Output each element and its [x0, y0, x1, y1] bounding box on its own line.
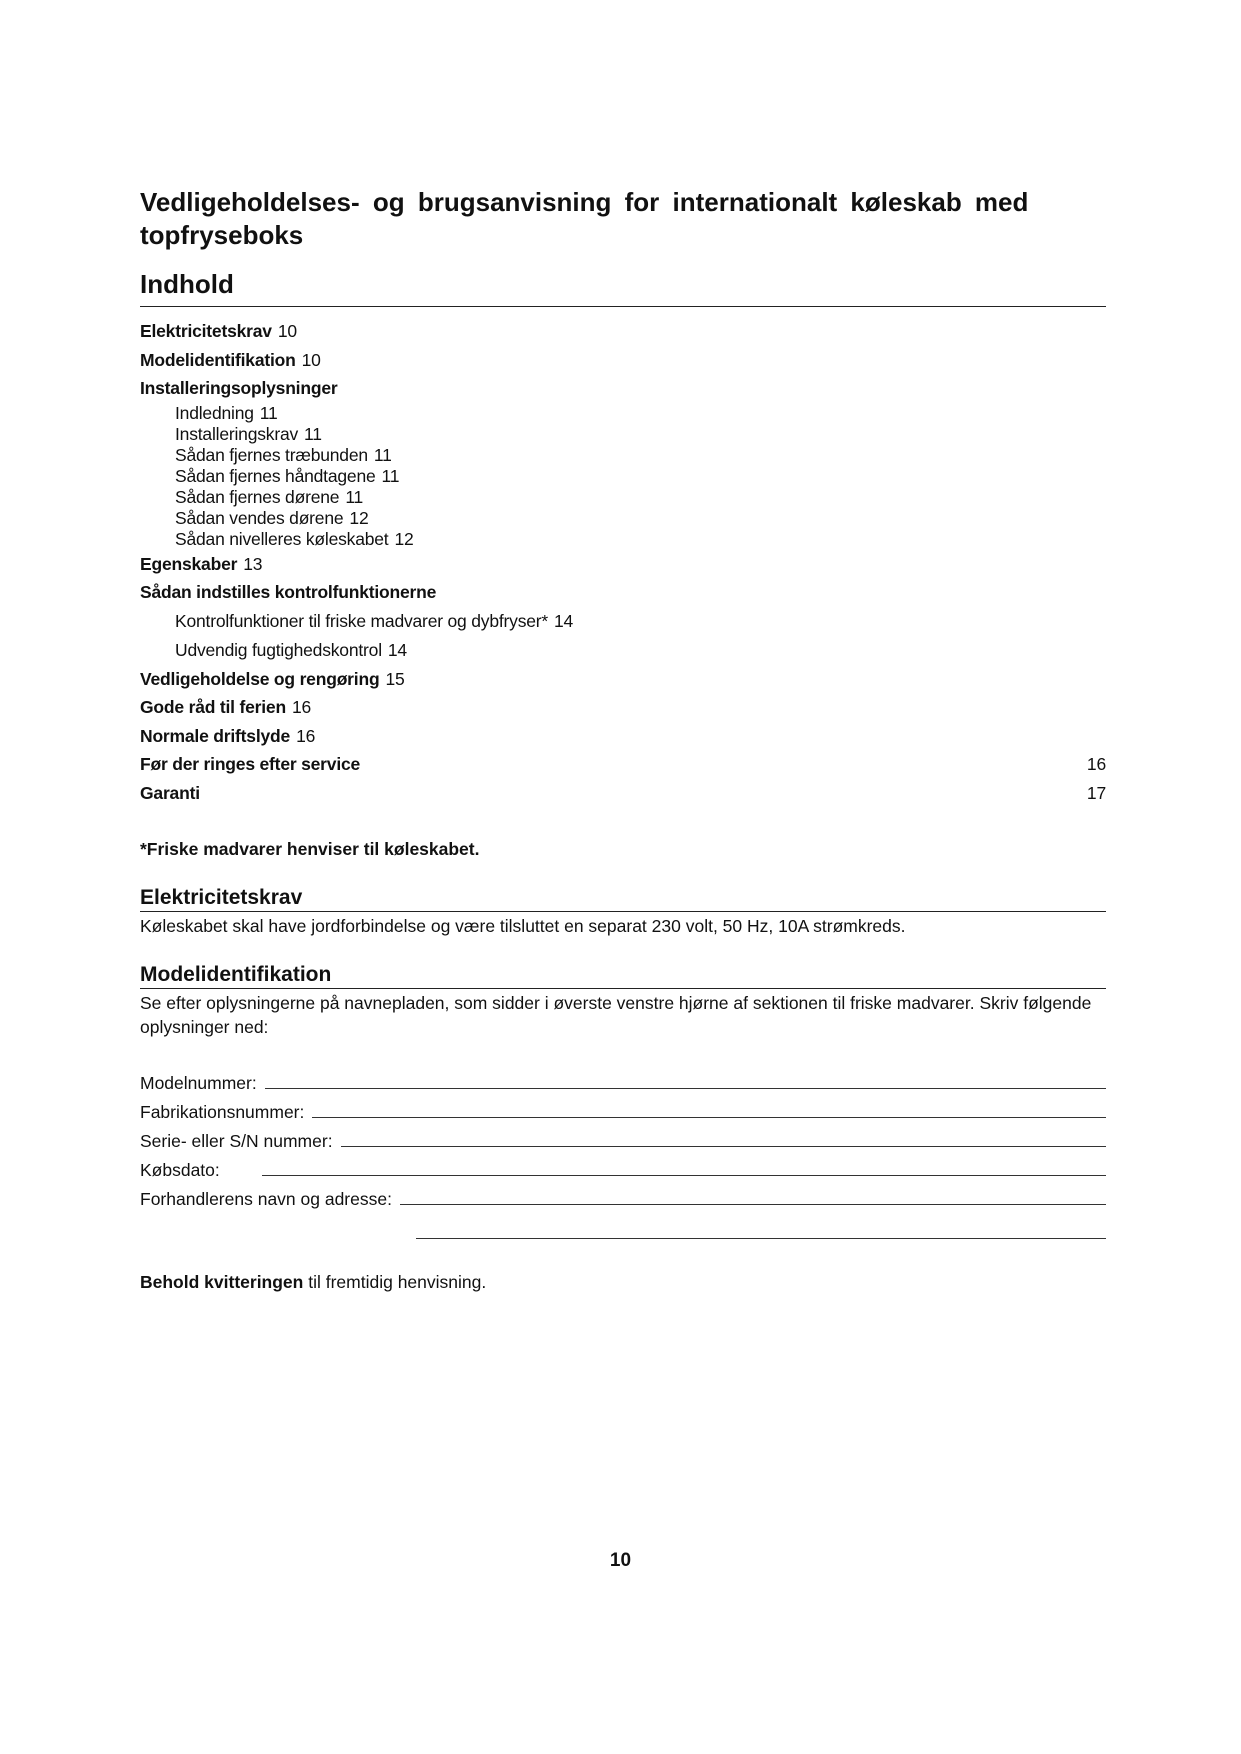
- receipt-note-rest: til fremtidig henvisning.: [308, 1272, 487, 1292]
- toc-subentry[interactable]: [140, 445, 1106, 466]
- form-row-modelnummer: [140, 1065, 1106, 1094]
- form-label: Serie- eller S/N nummer:: [140, 1131, 333, 1151]
- toc-label: Gode råd til ferien: [140, 697, 286, 717]
- toc-label: Vedligeholdelse og rengøring: [140, 668, 380, 689]
- toc-subentry[interactable]: [140, 607, 1106, 636]
- table-of-contents: [140, 317, 1106, 807]
- form-row-serienummer: [140, 1123, 1106, 1152]
- toc-page: 10: [301, 349, 321, 370]
- toc-entry-installeringsoplysninger[interactable]: [140, 374, 1106, 403]
- toc-page: 11: [381, 465, 400, 486]
- toc-label: Normale driftslyde: [140, 725, 291, 746]
- toc-entry-service[interactable]: [140, 750, 1106, 779]
- toc-label: Før der ringes efter service: [140, 754, 361, 774]
- toc-sub-label: Sådan fjernes håndtagene: [175, 465, 376, 486]
- toc-page: 12: [394, 528, 414, 549]
- serienummer-field[interactable]: [341, 1146, 1106, 1147]
- toc-label: Installeringsoplysninger: [140, 378, 338, 398]
- toc-entry-vedligeholdelse[interactable]: [140, 665, 1106, 694]
- section-text-elektricitetskrav: Køleskabet skal have jordforbindelse og være tilsluttet en separat 230 volt, 50 Hz, 10A strømkreds.: [140, 916, 906, 936]
- toc-label: Garanti: [140, 782, 200, 803]
- toc-sub-label: Installeringskrav: [175, 423, 299, 444]
- form-row-fabrikationsnummer: [140, 1094, 1106, 1123]
- toc-subentry[interactable]: [140, 403, 1106, 424]
- forhandler-field[interactable]: [400, 1204, 1106, 1205]
- toc-sub-label: Sådan vendes dørene: [175, 507, 344, 528]
- toc-sub-label: Indledning: [175, 402, 254, 423]
- toc-label: Elektricitetskrav: [140, 321, 272, 341]
- toc-page: 11: [304, 423, 322, 444]
- toc-sub-label: Sådan nivelleres køleskabet: [175, 528, 389, 549]
- toc-entry-egenskaber[interactable]: [140, 550, 1106, 579]
- model-info-form: [140, 1065, 1106, 1244]
- toc-entry-kontrolfunktioner[interactable]: [140, 578, 1106, 607]
- section-heading-elektricitetskrav: Elektricitetskrav: [140, 885, 1106, 912]
- toc-subentry[interactable]: [140, 636, 1106, 665]
- toc-sub-label: Sådan fjernes dørene: [175, 486, 340, 507]
- form-label: Købsdato:: [140, 1160, 220, 1180]
- toc-label: Modelidentifikation: [140, 349, 296, 370]
- receipt-note: [140, 1270, 1106, 1294]
- toc-entry-modelidentifikation[interactable]: [140, 346, 1106, 375]
- fabrikationsnummer-field[interactable]: [312, 1117, 1106, 1118]
- section-heading-modelidentifikation: Modelidentifikation: [140, 962, 1106, 989]
- toc-entry-elektricitetskrav[interactable]: [140, 317, 1106, 346]
- toc-label: Sådan indstilles kontrolfunktionerne: [140, 582, 437, 602]
- toc-page: 15: [385, 668, 405, 689]
- toc-page: 11: [259, 402, 278, 423]
- toc-entry-ferien[interactable]: [140, 693, 1106, 722]
- toc-label: Egenskaber: [140, 553, 238, 574]
- toc-page: 16: [1086, 754, 1106, 774]
- modelnummer-field[interactable]: [265, 1088, 1106, 1089]
- forhandler-field-line2[interactable]: [416, 1238, 1106, 1239]
- toc-entry-driftslyde[interactable]: [140, 722, 1106, 751]
- document-title: Vedligeholdelses- og brugsanvisning for internationalt køleskab med topfryseboks: [140, 187, 1029, 250]
- toc-subentry[interactable]: [140, 466, 1106, 487]
- koebsdato-field[interactable]: [262, 1175, 1106, 1176]
- toc-subentry[interactable]: [140, 487, 1106, 508]
- footnote: *Friske madvarer henviser til køleskabet.: [140, 839, 480, 859]
- toc-page: 11: [373, 444, 392, 465]
- page-number: 10: [609, 1550, 632, 1571]
- toc-subentry[interactable]: [140, 529, 1106, 550]
- form-row-koebsdato: [140, 1152, 1106, 1181]
- toc-page: 14: [387, 639, 407, 660]
- toc-page: 12: [349, 507, 369, 528]
- toc-entry-garanti[interactable]: [140, 779, 1106, 808]
- toc-page: 10: [277, 321, 297, 341]
- toc-page: 16: [291, 697, 312, 717]
- form-label: Forhandlerens navn og adresse:: [140, 1189, 392, 1209]
- toc-subentry[interactable]: [140, 508, 1106, 529]
- toc-page: 17: [1086, 782, 1106, 803]
- toc-page: 11: [345, 486, 364, 507]
- toc-sub-label: Udvendig fugtighedskontrol: [175, 639, 382, 660]
- toc-page: 16: [296, 725, 316, 746]
- form-label: Modelnummer:: [140, 1073, 257, 1093]
- form-label: Fabrikationsnummer:: [140, 1102, 305, 1122]
- toc-sub-label: Kontrolfunktioner til friske madvarer og dybfryser*: [175, 610, 549, 631]
- toc-sub-label: Sådan fjernes træbunden: [175, 444, 368, 465]
- receipt-note-bold: Behold kvitteringen: [140, 1272, 304, 1292]
- toc-page: 14: [554, 610, 574, 631]
- document-page: [140, 186, 1106, 1294]
- toc-heading: Indhold: [140, 268, 1106, 307]
- form-row-forhandler: [140, 1181, 1106, 1210]
- form-row-forhandler-line2: [140, 1215, 1106, 1244]
- toc-page: 13: [243, 553, 263, 574]
- toc-subentry[interactable]: [140, 424, 1106, 445]
- section-text-modelidentifikation: Se efter oplysningerne på navnepladen, som sidder i øverste venstre hjørne af sektionen til friske madvarer. Skriv følgende oplysninger ned:: [140, 993, 1092, 1037]
